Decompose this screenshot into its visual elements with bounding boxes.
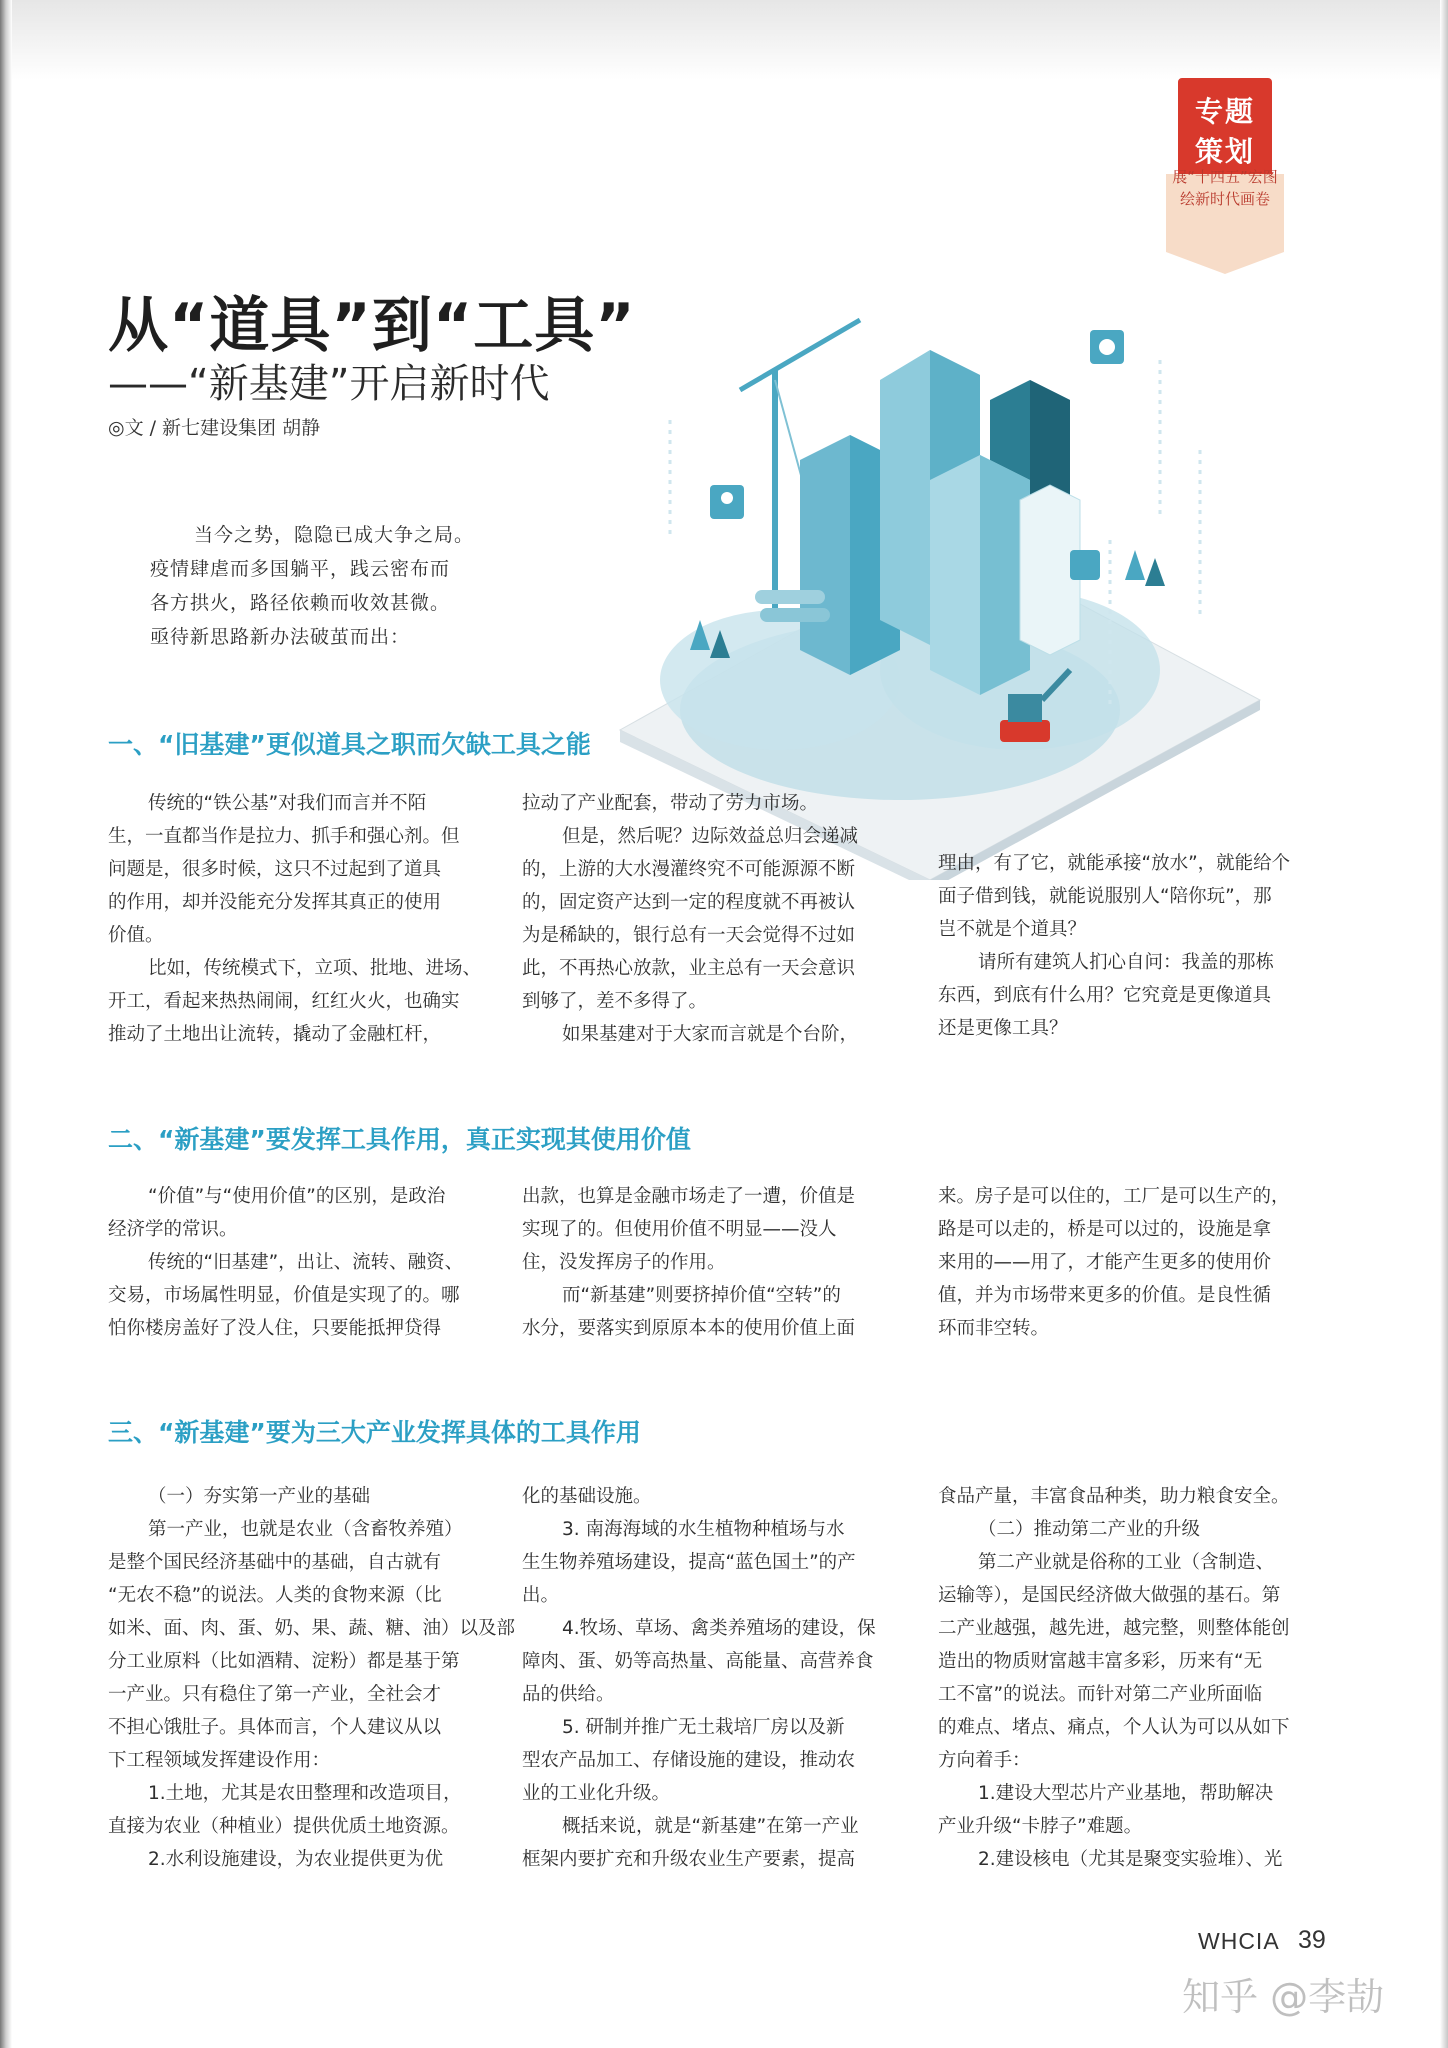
text-line: 理由，有了它，就能承接“放水”，就能给个 [938, 853, 1291, 874]
section-3-column-1 [108, 1480, 516, 1876]
text-line: 价值。 [108, 925, 164, 946]
lead-line: 各方拱火，路径依赖而收效甚微。 [150, 592, 451, 614]
text-line: “无农不稳”的说法。人类的食物来源（比 [108, 1585, 442, 1606]
article-title: 从“道具”到“工具” [108, 291, 636, 361]
text-line: 的作用，却并没能充分发挥其真正的使用 [108, 892, 442, 913]
text-line: 比如，传统模式下，立项、批地、进场、 [148, 958, 482, 979]
section-2-column-3 [938, 1180, 1313, 1345]
text-line: 障肉、蛋、奶等高热量、高能量、高营养食 [522, 1651, 874, 1672]
lead-line: 疫情肆虐而多国躺平，践云密布而 [150, 558, 451, 580]
text-line: 如果基建对于大家而言就是个台阶， [562, 1024, 859, 1045]
section-heading-1: 一、“旧基建”更似道具之职而欠缺工具之能 [108, 730, 591, 759]
text-line: 框架内要扩充和升级农业生产要素，提高 [522, 1849, 856, 1870]
text-line: 方向着手： [938, 1750, 1031, 1771]
section-heading-2: 二、“新基建”要发挥工具作用，真正实现其使用价值 [108, 1125, 691, 1154]
text-line: 来用的——用了，才能产生更多的使用价 [938, 1252, 1272, 1273]
text-line: 4.牧场、草场、禽类养殖场的建设，保 [562, 1618, 876, 1639]
text-line: 分工业原料（比如酒精、淀粉）都是基于第 [108, 1651, 460, 1672]
tag-line-1: 专题 [1194, 95, 1255, 128]
text-line: （二）推动第二产业的升级 [978, 1519, 1201, 1540]
author-byline: ◎文 / 新七建设集团 胡静 [108, 417, 321, 439]
text-line: 是整个国民经济基础中的基础，自古就有 [108, 1552, 442, 1573]
section-2-column-2 [522, 1180, 897, 1345]
text-line: 生，一直都当作是拉力、抓手和强心剂。但 [108, 826, 460, 847]
article-subtitle: ——“新基建”开启新时代 [108, 361, 550, 407]
text-line: 面子借到钱，就能说服别人“陪你玩”，那 [938, 886, 1272, 907]
text-line: 问题是，很多时候，这只不过起到了道具 [108, 859, 442, 880]
lead-line: 当今之势，隐隐已成大争之局。 [194, 524, 475, 546]
tag-sub-line-2: 绘新时代画卷 [1179, 190, 1270, 208]
text-line: 造出的物质财富越丰富多彩，历来有“无 [938, 1651, 1263, 1672]
text-line: 为是稀缺的，银行总有一天会觉得不过如 [522, 925, 856, 946]
text-line: 实现了的。但使用价值不明显——没人 [522, 1219, 837, 1240]
text-line: 生生物养殖场建设，提高“蓝色国土”的产 [522, 1552, 856, 1573]
text-line: 不担心饿肚子。具体而言，个人建议从以 [108, 1717, 442, 1738]
text-line: 5. 研制并推广无土栽培厂房以及新 [562, 1717, 845, 1738]
tag-red-block [1178, 78, 1272, 174]
text-line: 请所有建筑人扪心自问：我盖的那栋 [978, 952, 1275, 973]
magazine-name: WHCIA [1198, 1928, 1280, 1954]
lead-paragraph [150, 518, 480, 654]
text-line: 的难点、堵点、痛点，个人认为可以从如下 [938, 1717, 1290, 1738]
text-line: 来。房子是可以住的，工厂是可以生产的， [938, 1186, 1290, 1207]
scan-top-edge [0, 0, 1448, 80]
text-line: 概括来说，就是“新基建”在第一产业 [562, 1816, 859, 1837]
text-line: 出款，也算是金融市场走了一遭，价值是 [522, 1186, 856, 1207]
text-line: 还是更像工具？ [938, 1018, 1068, 1039]
page-number: 39 [1298, 1926, 1326, 1954]
zhihu-watermark: 知乎 @李劼 [1182, 1975, 1385, 2019]
text-line: 第二产业就是俗称的工业（含制造、 [978, 1552, 1275, 1573]
text-line: 到够了，差不多得了。 [522, 991, 708, 1012]
topic-tag [1166, 78, 1284, 274]
text-line: 环而非空转。 [938, 1318, 1050, 1339]
text-line: “价值”与“使用价值”的区别，是政治 [148, 1186, 446, 1207]
text-line: 推动了土地出让流转，撬动了金融杠杆， [108, 1024, 442, 1045]
text-line: 经济学的常识。 [108, 1219, 238, 1240]
text-line: 型农产品加工、存储设施的建设，推动农 [522, 1750, 856, 1771]
tag-line-2: 策划 [1194, 135, 1255, 168]
text-line: 的，固定资产达到一定的程度就不再被认 [522, 892, 856, 913]
text-line: 住，没发挥房子的作用。 [522, 1252, 726, 1273]
text-line: 但是，然后呢？边际效益总归会递减 [562, 826, 859, 847]
text-line: 3. 南海海域的水生植物种植场与水 [562, 1519, 845, 1540]
text-line: 食品产量，丰富食品种类，助力粮食安全。 [938, 1486, 1290, 1507]
text-line: 传统的“旧基建”，出让、流转、融资、 [148, 1252, 464, 1273]
text-line: 品的供给。 [522, 1684, 615, 1705]
text-line: 路是可以走的，桥是可以过的，设施是拿 [938, 1219, 1272, 1240]
section-2-column-1 [108, 1180, 483, 1345]
text-line: 的，上游的大水漫灌终究不可能源源不断 [522, 859, 856, 880]
text-line: 值，并为市场带来更多的价值。是良性循 [938, 1285, 1272, 1306]
text-line: 东西，到底有什么用？它究竟是更像道具 [938, 985, 1272, 1006]
text-line: 下工程领域发挥建设作用： [108, 1750, 331, 1771]
tag-ribbon-point [1166, 252, 1284, 274]
section-heading-3: 三、“新基建”要为三大产业发挥具体的工具作用 [108, 1418, 641, 1447]
text-line: 交易，市场属性明显，价值是实现了的。哪 [108, 1285, 460, 1306]
text-line: 水分，要落实到原原本本的使用价值上面 [522, 1318, 856, 1339]
tag-sub-line-1: 展“十四五”宏图 [1172, 168, 1278, 186]
text-line: 怕你楼房盖好了没人住，只要能抵押贷得 [108, 1318, 442, 1339]
lead-line: 亟待新思路新办法破茧而出： [150, 626, 411, 648]
text-line: 岂不就是个道具？ [938, 919, 1087, 940]
section-1-column-2 [522, 787, 897, 1051]
text-line: 传统的“铁公基”对我们而言并不陌 [148, 793, 427, 814]
text-line: 2.建设核电（尤其是聚变实验堆）、光 [978, 1849, 1283, 1870]
text-line: 此，不再热心放款，业主总有一天会意识 [522, 958, 856, 979]
section-3-column-3 [938, 1480, 1313, 1876]
text-line: 直接为农业（种植业）提供优质土地资源。 [108, 1816, 460, 1837]
scan-right-edge [1440, 0, 1448, 2048]
scan-left-edge [0, 0, 12, 2048]
text-line: 而“新基建”则要挤掉价值“空转”的 [562, 1285, 841, 1306]
text-line: 工不富”的说法。而针对第二产业所面临 [938, 1684, 1263, 1705]
text-line: 1.土地，尤其是农田整理和改造项目， [148, 1783, 462, 1804]
text-line: 拉动了产业配套，带动了劳力市场。 [522, 793, 819, 814]
section-1-column-1 [108, 787, 483, 1051]
text-line: 出。 [522, 1585, 560, 1606]
text-line: 如米、面、肉、蛋、奶、果、蔬、糖、油）以及部 [108, 1618, 516, 1639]
text-line: （一）夯实第一产业的基础 [148, 1486, 371, 1507]
section-1-column-3 [938, 847, 1313, 1045]
text-line: 1.建设大型芯片产业基地，帮助解决 [978, 1783, 1274, 1804]
text-line: 一产业。只有稳住了第一产业，全社会才 [108, 1684, 442, 1705]
text-line: 产业升级“卡脖子”难题。 [938, 1816, 1143, 1837]
text-line: 第一产业，也就是农业（含畜牧养殖） [148, 1519, 463, 1540]
text-line: 2.水利设施建设，为农业提供更为优 [148, 1849, 444, 1870]
text-line: 运输等），是国民经济做大做强的基石。第 [938, 1585, 1281, 1606]
text-line: 业的工业化升级。 [522, 1783, 671, 1804]
text-line: 化的基础设施。 [522, 1486, 652, 1507]
text-line: 二产业越强，越先进，越完整，则整体能创 [938, 1618, 1290, 1639]
text-line: 开工，看起来热热闹闹，红红火火，也确实 [108, 991, 460, 1012]
section-3-column-2 [522, 1480, 897, 1876]
